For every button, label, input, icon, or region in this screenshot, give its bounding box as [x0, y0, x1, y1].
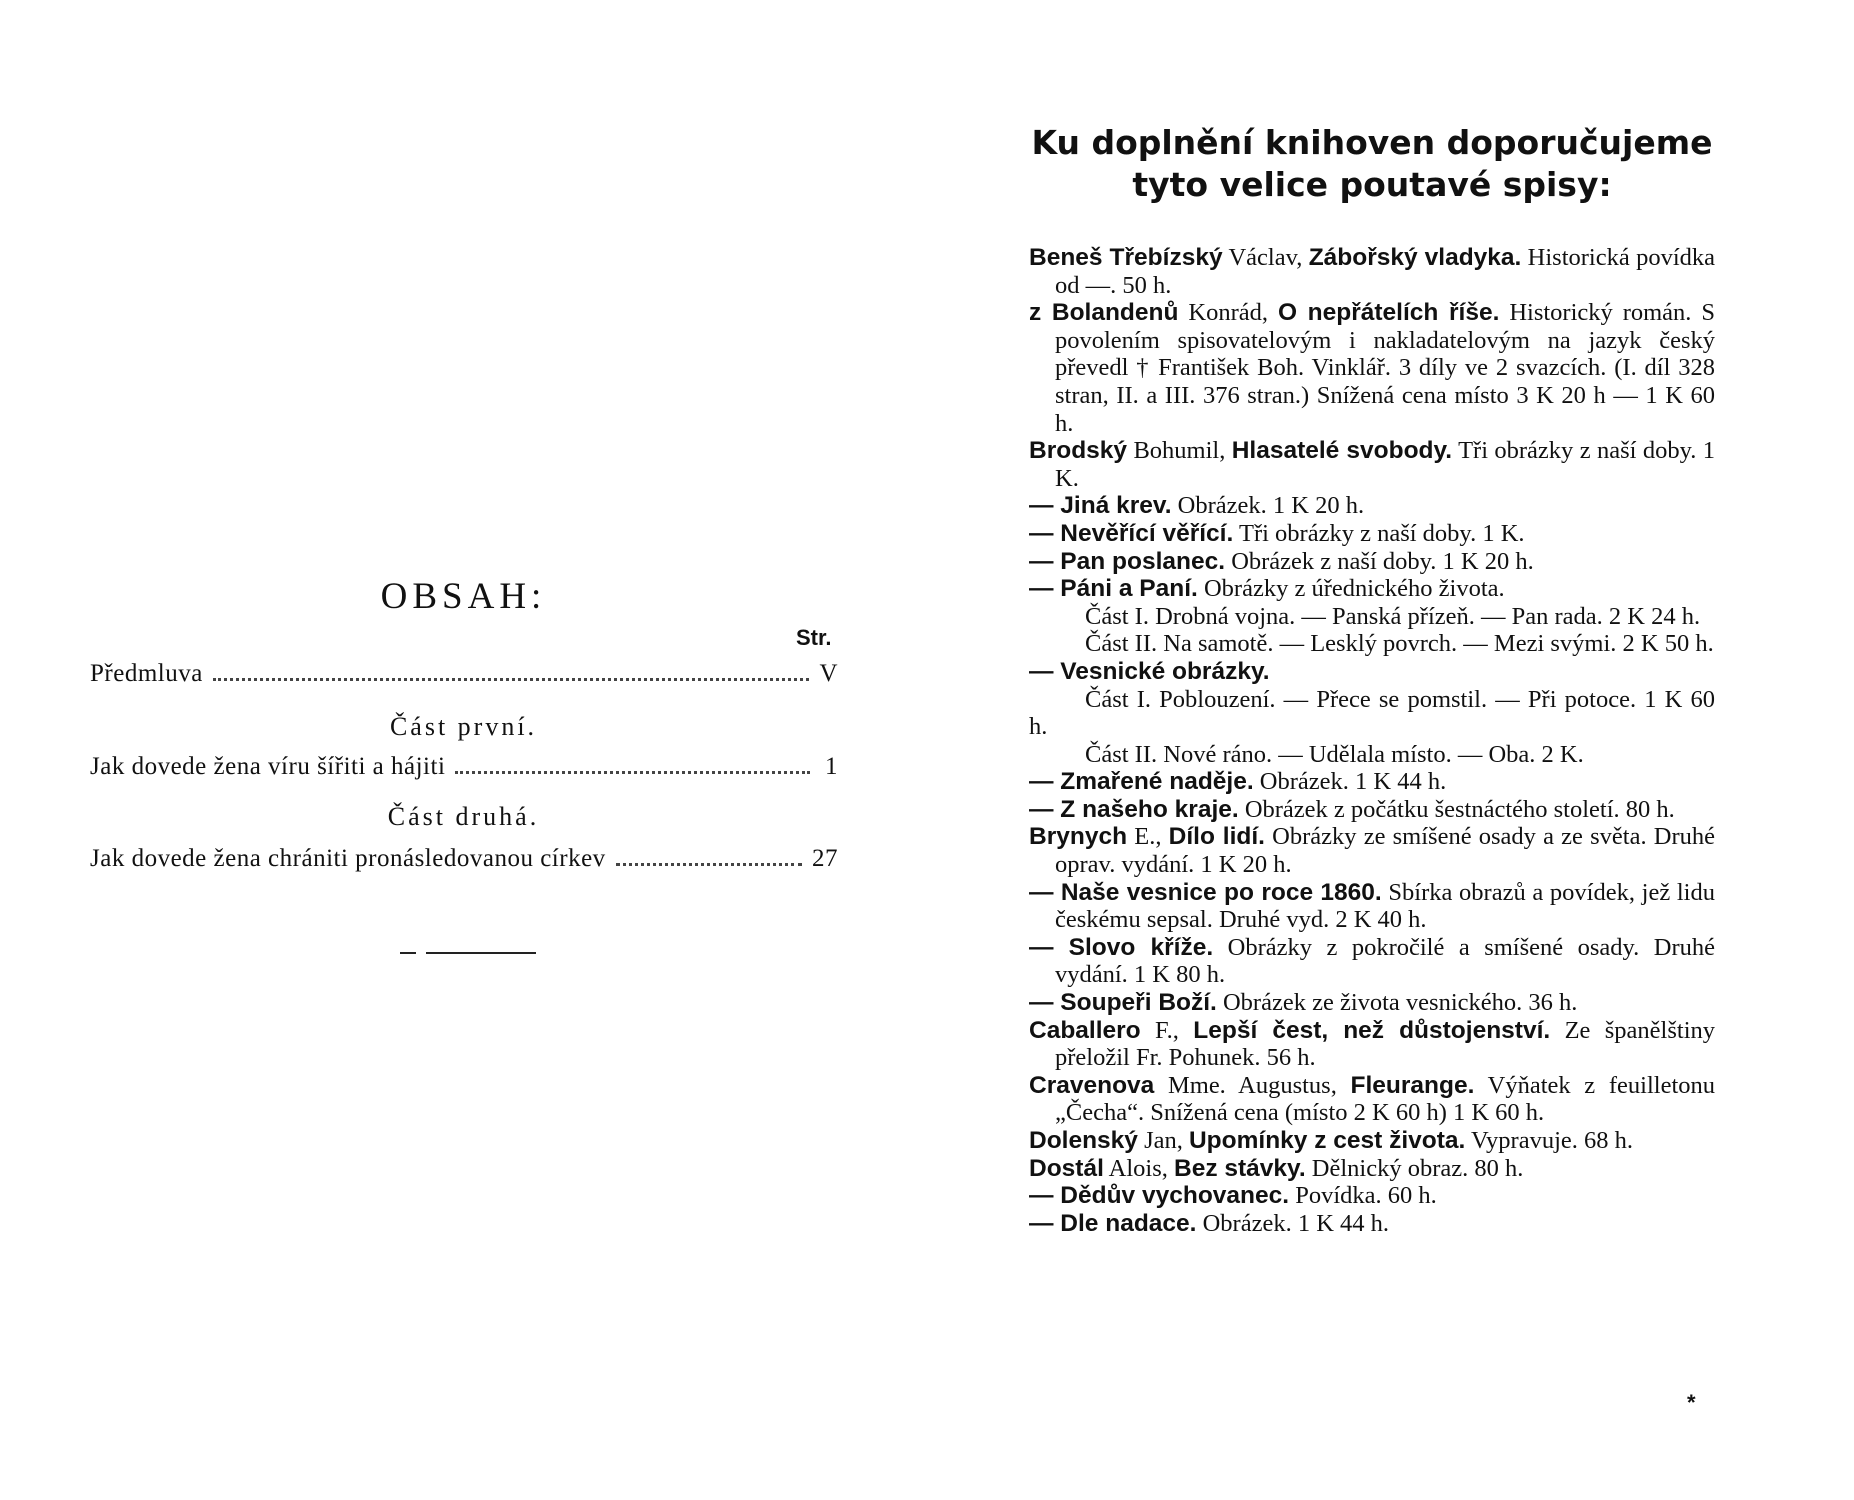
catalog-entry-author: Dolenský: [1029, 1127, 1138, 1154]
catalog-entry: [1029, 934, 1715, 989]
catalog-heading: [1022, 122, 1722, 206]
catalog-sub-text: Část I. Poblouzení. — Přece se pomstil. — Při potoce. 1 K 60 h.: [1029, 685, 1715, 741]
catalog-entry-description: Obrázky ze smíšené osady a ze světa. Druhé oprav. vydání. 1 K 20 h.: [1055, 823, 1715, 879]
catalog-entry: [1029, 437, 1715, 492]
catalog-entry-description: Obrázek ze života vesnického. 36 h.: [1216, 989, 1578, 1017]
catalog-entry-author: Beneš Třebízský: [1029, 244, 1223, 271]
catalog-entry-title: Fleurange.: [1350, 1071, 1475, 1099]
catalog-entry-author-rest: Jan,: [1137, 1127, 1189, 1154]
toc-page-column-label: Str.: [796, 625, 832, 650]
catalog-entry-author: — Jiná krev.: [1029, 492, 1172, 520]
toc-leader-dots: [455, 765, 810, 774]
toc-leader-dots: [213, 672, 810, 681]
catalog-entry-author: — Slovo kříže.: [1029, 933, 1214, 961]
toc-row-label: Jak dovede žena chrániti pronásledovanou církev: [90, 845, 606, 872]
catalog-entry-description: Povídka. 60 h.: [1289, 1182, 1437, 1210]
catalog-entry-description: Obrázek z naší doby. 1 K 20 h.: [1225, 547, 1534, 575]
catalog-entry-author: Cravenova: [1029, 1071, 1155, 1099]
catalog-entry: [1029, 1127, 1715, 1155]
toc-part-heading: Část první.: [389, 712, 538, 741]
catalog-sub-text: Část II. Na samotě. — Lesklý povrch. — Mezi svými. 2 K 50 h.: [1085, 630, 1714, 658]
catalog-entry-author-rest: Alois,: [1103, 1154, 1175, 1182]
catalog-entry: [1029, 1017, 1715, 1072]
catalog-entry-author-rest: Bohumil,: [1127, 437, 1232, 465]
catalog-sub-text: Část I. Drobná vojna. — Panská přízeň. — Pan rada. 2 K 24 h.: [1085, 602, 1701, 630]
catalog-entry-title: Bez stávky.: [1174, 1154, 1306, 1182]
catalog-entry-title: Dílo lidí.: [1168, 823, 1265, 851]
catalog-entry-author: — Dle nadace.: [1029, 1209, 1197, 1237]
catalog-entry-description: Obrázek. 1 K 44 h.: [1196, 1209, 1390, 1237]
toc-row-page: V: [819, 660, 838, 687]
catalog-entry-author: — Dědův vychovanec.: [1029, 1182, 1290, 1210]
catalog-entry-author: — Páni a Paní.: [1029, 575, 1198, 603]
catalog-entry-description: Ze španělštiny přeložil Fr. Pohunek. 56 h.: [1055, 1016, 1715, 1072]
catalog-entry: [1029, 879, 1715, 934]
catalog-sub-text: Část II. Nové ráno. — Udělala místo. — Oba. 2 K.: [1085, 740, 1584, 768]
toc-row-part-two[interactable]: [90, 845, 838, 873]
catalog-entry-description: Historický román. S povolením spisovatelovým i nakladatelovým na jazyk český převedl † František Boh. Vinklář. 3 díly ve 2 svazcích. (I. díl 328 stran, II. a III. 376 stran.) Snížená cena místo 3 K 20 h — 1 K 60 h.: [1055, 299, 1715, 437]
catalog-entry: [1029, 575, 1715, 603]
catalog-entry: [1029, 1182, 1715, 1210]
catalog-entry-title: Upomínky z cest života.: [1188, 1127, 1466, 1154]
catalog-entry-author: Dostál: [1029, 1154, 1104, 1182]
catalog-entry-author: — Nevěřící věřící.: [1029, 519, 1234, 547]
catalog-entry-author: — Naše vesnice po roce 1860.: [1029, 878, 1382, 906]
toc-row-page: 27: [812, 845, 838, 872]
catalog-sub-entry: [1029, 741, 1715, 769]
toc-row-part-one[interactable]: [90, 753, 838, 781]
catalog-entry: [1029, 1072, 1715, 1127]
catalog-entry-author: Caballero: [1029, 1016, 1141, 1044]
catalog-entry-title: Zábořský vladyka.: [1308, 244, 1522, 271]
end-rule: [400, 952, 536, 954]
catalog-entry-description: Obrázek. 1 K 44 h.: [1253, 768, 1447, 796]
catalog-heading-line1: Ku doplnění knihoven doporučujeme: [1031, 123, 1713, 162]
catalog-entry-title: O nepřátelích říše.: [1277, 299, 1500, 327]
catalog-entry: [1029, 1155, 1715, 1183]
catalog-sub-entry: [1029, 630, 1715, 658]
toc-row-label: Předmluva: [90, 660, 203, 687]
catalog-entry-author: Brynych: [1029, 823, 1128, 851]
catalog-entry-author: — Vesnické obrázky.: [1029, 657, 1270, 685]
catalog-sub-entry: [1029, 603, 1715, 631]
catalog-entry: [1029, 492, 1715, 520]
catalog-entry: [1029, 299, 1715, 437]
catalog-heading-line2: tyto velice poutavé spisy:: [1132, 165, 1612, 204]
catalog-entry-description: Obrázek z počátku šestnáctého století. 80 h.: [1238, 795, 1675, 823]
catalog-entry: [1029, 768, 1715, 796]
catalog-entry-description: Výňatek z feuilletonu „Čecha“. Snížená cena (místo 2 K 60 h) 1 K 60 h.: [1055, 1071, 1715, 1127]
catalog-entry-author-rest: E.,: [1127, 823, 1169, 851]
catalog-entry: [1029, 1210, 1715, 1238]
catalog-entry-description: Sbírka obrazů a povídek, jež lidu českému sepsal. Druhé vyd. 2 K 40 h.: [1055, 878, 1715, 934]
right-page: [927, 0, 1854, 1500]
catalog-entry-author: z Bolandenů: [1029, 299, 1179, 327]
catalog-entry: [1029, 244, 1715, 299]
catalog-entry-title: Lepší čest, než důstojenství.: [1193, 1016, 1551, 1044]
toc-row-preface[interactable]: [90, 660, 838, 688]
catalog-entry-description: Obrázky z úřednického života.: [1197, 575, 1505, 603]
catalog-entry-author-rest: Václav,: [1222, 244, 1309, 271]
catalog-entry: [1029, 520, 1715, 548]
catalog-entry-author: — Pan poslanec.: [1029, 547, 1226, 575]
catalog-entry: [1029, 796, 1715, 824]
signature-mark: *: [1687, 1390, 1696, 1415]
catalog-entry-description: Tři obrázky z naší doby. 1 K.: [1233, 519, 1525, 547]
catalog-entry-author-rest: Konrád,: [1178, 299, 1278, 327]
catalog-entry-author: Brodský: [1029, 437, 1128, 465]
catalog-entry-description: Vypravuje. 68 h.: [1465, 1127, 1633, 1154]
catalog-entry-description: Historická povídka od —. 50 h.: [1055, 244, 1715, 299]
catalog-entry-description: Obrázky z pokročilé a smíšené osady. Druhé vydání. 1 K 80 h.: [1055, 933, 1715, 989]
toc-row-label: Jak dovede žena víru šířiti a hájiti: [90, 753, 446, 780]
catalog-entry-author-rest: Mme. Augustus,: [1154, 1071, 1351, 1099]
catalog-entry-author: — Zmařené naděje.: [1029, 768, 1254, 796]
catalog-entry: [1029, 658, 1715, 686]
catalog-entry: [1029, 989, 1715, 1017]
catalog-entry-title: Hlasatelé svobody.: [1231, 437, 1453, 465]
toc-row-page: 1: [825, 753, 838, 780]
catalog-entry-description: Dělnický obraz. 80 h.: [1305, 1154, 1524, 1182]
toc-title: OBSAH:: [380, 576, 547, 617]
catalog-entry: [1029, 823, 1715, 878]
catalog-entry-description: Obrázek. 1 K 20 h.: [1171, 492, 1365, 520]
catalog-entry-author: — Z našeho kraje.: [1029, 795, 1239, 823]
toc-part-heading: Část druhá.: [387, 802, 540, 831]
catalog-entry: [1029, 548, 1715, 576]
catalog-entry-author-rest: F.,: [1140, 1016, 1194, 1044]
catalog-list: [1029, 244, 1715, 1237]
catalog-sub-entry: [1029, 686, 1715, 741]
toc-leader-dots: [616, 857, 802, 866]
catalog-entry-author: — Soupeři Boží.: [1029, 989, 1217, 1017]
catalog-entry-description: Tři obrázky z naší doby. 1 K.: [1055, 437, 1715, 492]
